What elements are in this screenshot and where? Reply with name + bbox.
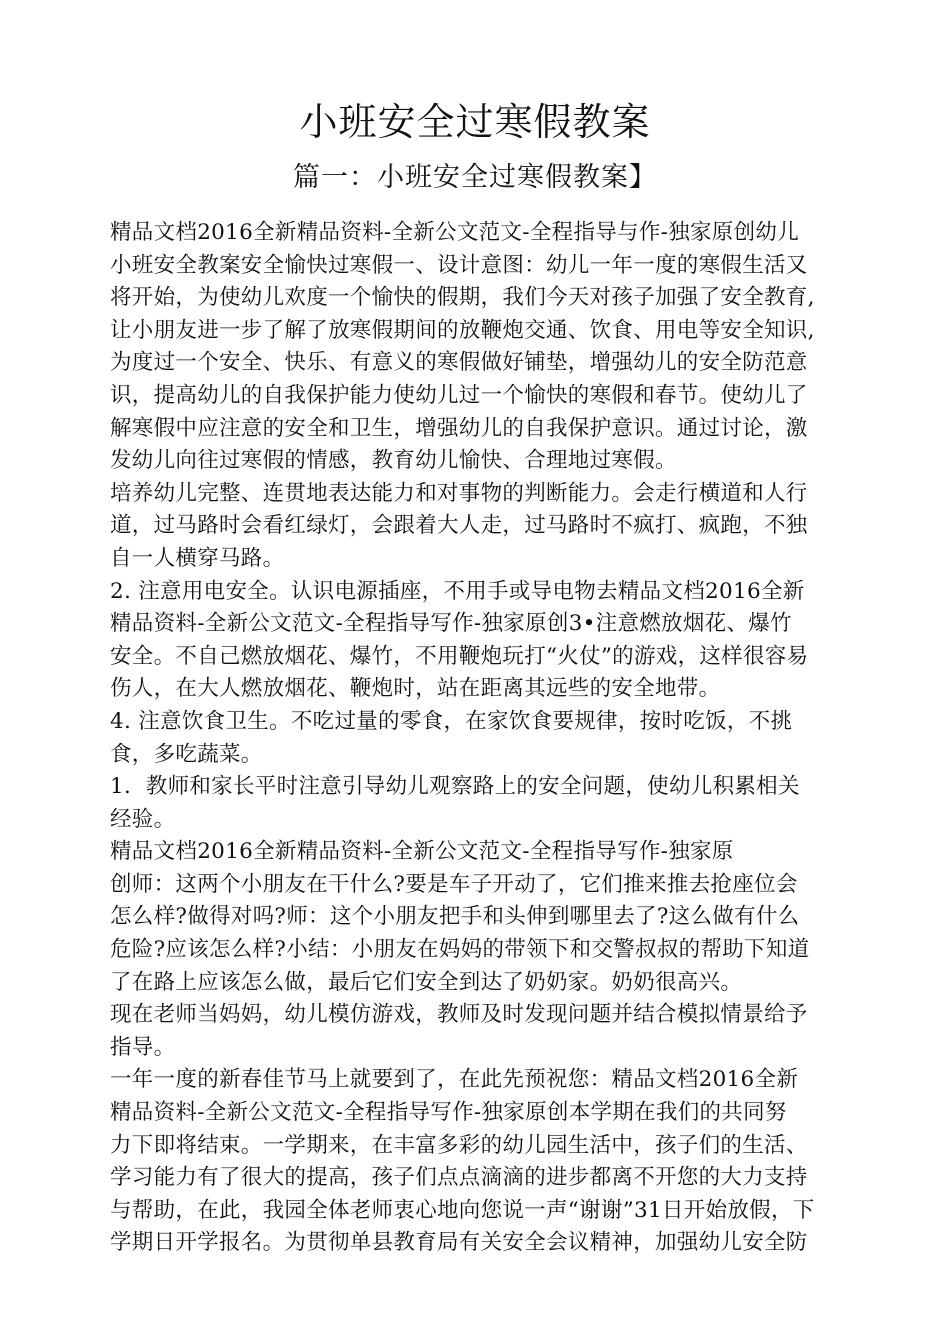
body-text-line: 4. 注意饮食卫生。不吃过量的零食，在家饮食要规律，按时吃饭，不挑 [110, 708, 793, 734]
body-text-line: 一年一度的新春佳节马上就要到了，在此先预祝您：精品文档2016全新 [110, 1067, 799, 1093]
body-text-line: 了在路上应该怎么做，最后它们安全到达了奶奶家。奶奶很高兴。 [110, 969, 743, 995]
body-text-line: 道，过马路时会看红绿灯，会跟着大人走，过马路时不疯打、疯跑，不独 [110, 513, 808, 539]
body-text-line: 让小朋友进一步了解了放寒假期间的放鞭炮交通、饮食、用电等安全知识, [110, 317, 815, 343]
body-text-line: 2. 注意用电安全。认识电源插座，不用手或导电物去精品文档2016全新 [110, 578, 805, 604]
document-body [110, 217, 870, 1260]
body-text-line: 危险?应该怎么样?小结：小朋友在妈妈的带领下和交警叔叔的帮助下知道 [110, 937, 810, 963]
body-text-line: 精品文档2016全新精品资料-全新公文范文-全程指导与作-独家原创幼儿 [110, 220, 800, 245]
body-text-line: 学期日开学报名。为贯彻单县教育局有关安全会议精神，加强幼儿安全防 [110, 1230, 808, 1256]
body-text-line: 培养幼儿完整、连贯地表达能力和对事物的判断能力。会走行横道和人行 [110, 480, 808, 506]
body-text-line: 小班安全教案安全愉快过寒假一、设计意图：幼儿一年一度的寒假生活又 [110, 252, 808, 278]
body-text-line: 精品资料-全新公文范文-全程指导写作-独家原创本学期在我们的共同努 [110, 1100, 787, 1126]
body-text-line: 精品文档2016全新精品资料-全新公文范文-全程指导写作-独家原 [110, 839, 734, 865]
body-text-line: 自一人横穿马路。 [110, 545, 285, 571]
body-text-line: 解寒假中应注意的安全和卫生，增强幼儿的自我保护意识。通过讨论，激 [110, 415, 808, 441]
body-text-line: 安全。不自己燃放烟花、爆竹，不用鞭炮玩打“火仗”的游戏，这样很容易 [110, 643, 809, 669]
body-text-line: 精品资料-全新公文范文-全程指导写作-独家原创3•注意燃放烟花、爆竹 [110, 611, 792, 637]
body-text-line: 经验。 [110, 806, 176, 832]
body-text-line: 1．教师和家长平时注意引导幼儿观察路上的安全问题，使幼儿积累相关 [110, 774, 800, 800]
document-subtitle: 篇一：小班安全过寒假教案】 [293, 162, 657, 193]
body-text-line: 怎么样?做得对吗?师：这个小朋友把手和头伸到哪里去了?这么做有什么 [110, 904, 800, 930]
body-text-line: 食，多吃蔬菜。 [110, 741, 263, 767]
body-text-line: 识，提高幼儿的自我保护能力使幼儿过一个愉快的寒假和春节。使幼儿了 [110, 382, 808, 408]
body-text-line: 发幼儿向往过寒假的情感，教育幼儿愉快、合理地过寒假。 [110, 448, 677, 474]
body-text-line: 指导。 [110, 1034, 176, 1060]
body-text-line: 创师：这两个小朋友在干什么?要是车子开动了，它们推来推去抢座位会 [110, 871, 798, 897]
body-text-line: 伤人，在大人燃放烟花、鞭炮时，站在距离其远些的安全地带。 [110, 676, 721, 702]
body-text-line: 现在老师当妈妈，幼儿模仿游戏，教师及时发现问题并结合模拟情景给予 [110, 1002, 808, 1028]
document-title: 小班安全过寒假教案 [299, 100, 651, 144]
body-text-line: 与帮助，在此，我园全体老师衷心地向您说一声“谢谢”31日开始放假，下 [110, 1197, 815, 1223]
body-text-line: 将开始，为使幼儿欢度一个愉快的假期，我们今天对孩子加强了安全教育, [110, 285, 815, 311]
body-text-line: 为度过一个安全、快乐、有意义的寒假做好铺垫，增强幼儿的安全防范意 [110, 350, 808, 376]
body-text-line: 学习能力有了很大的提高，孩子们点点滴滴的进步都离不开您的大力支持 [110, 1165, 808, 1191]
body-text-line: 力下即将结束。一学期来，在丰富多彩的幼儿园生活中，孩子们的生活、 [110, 1132, 808, 1158]
